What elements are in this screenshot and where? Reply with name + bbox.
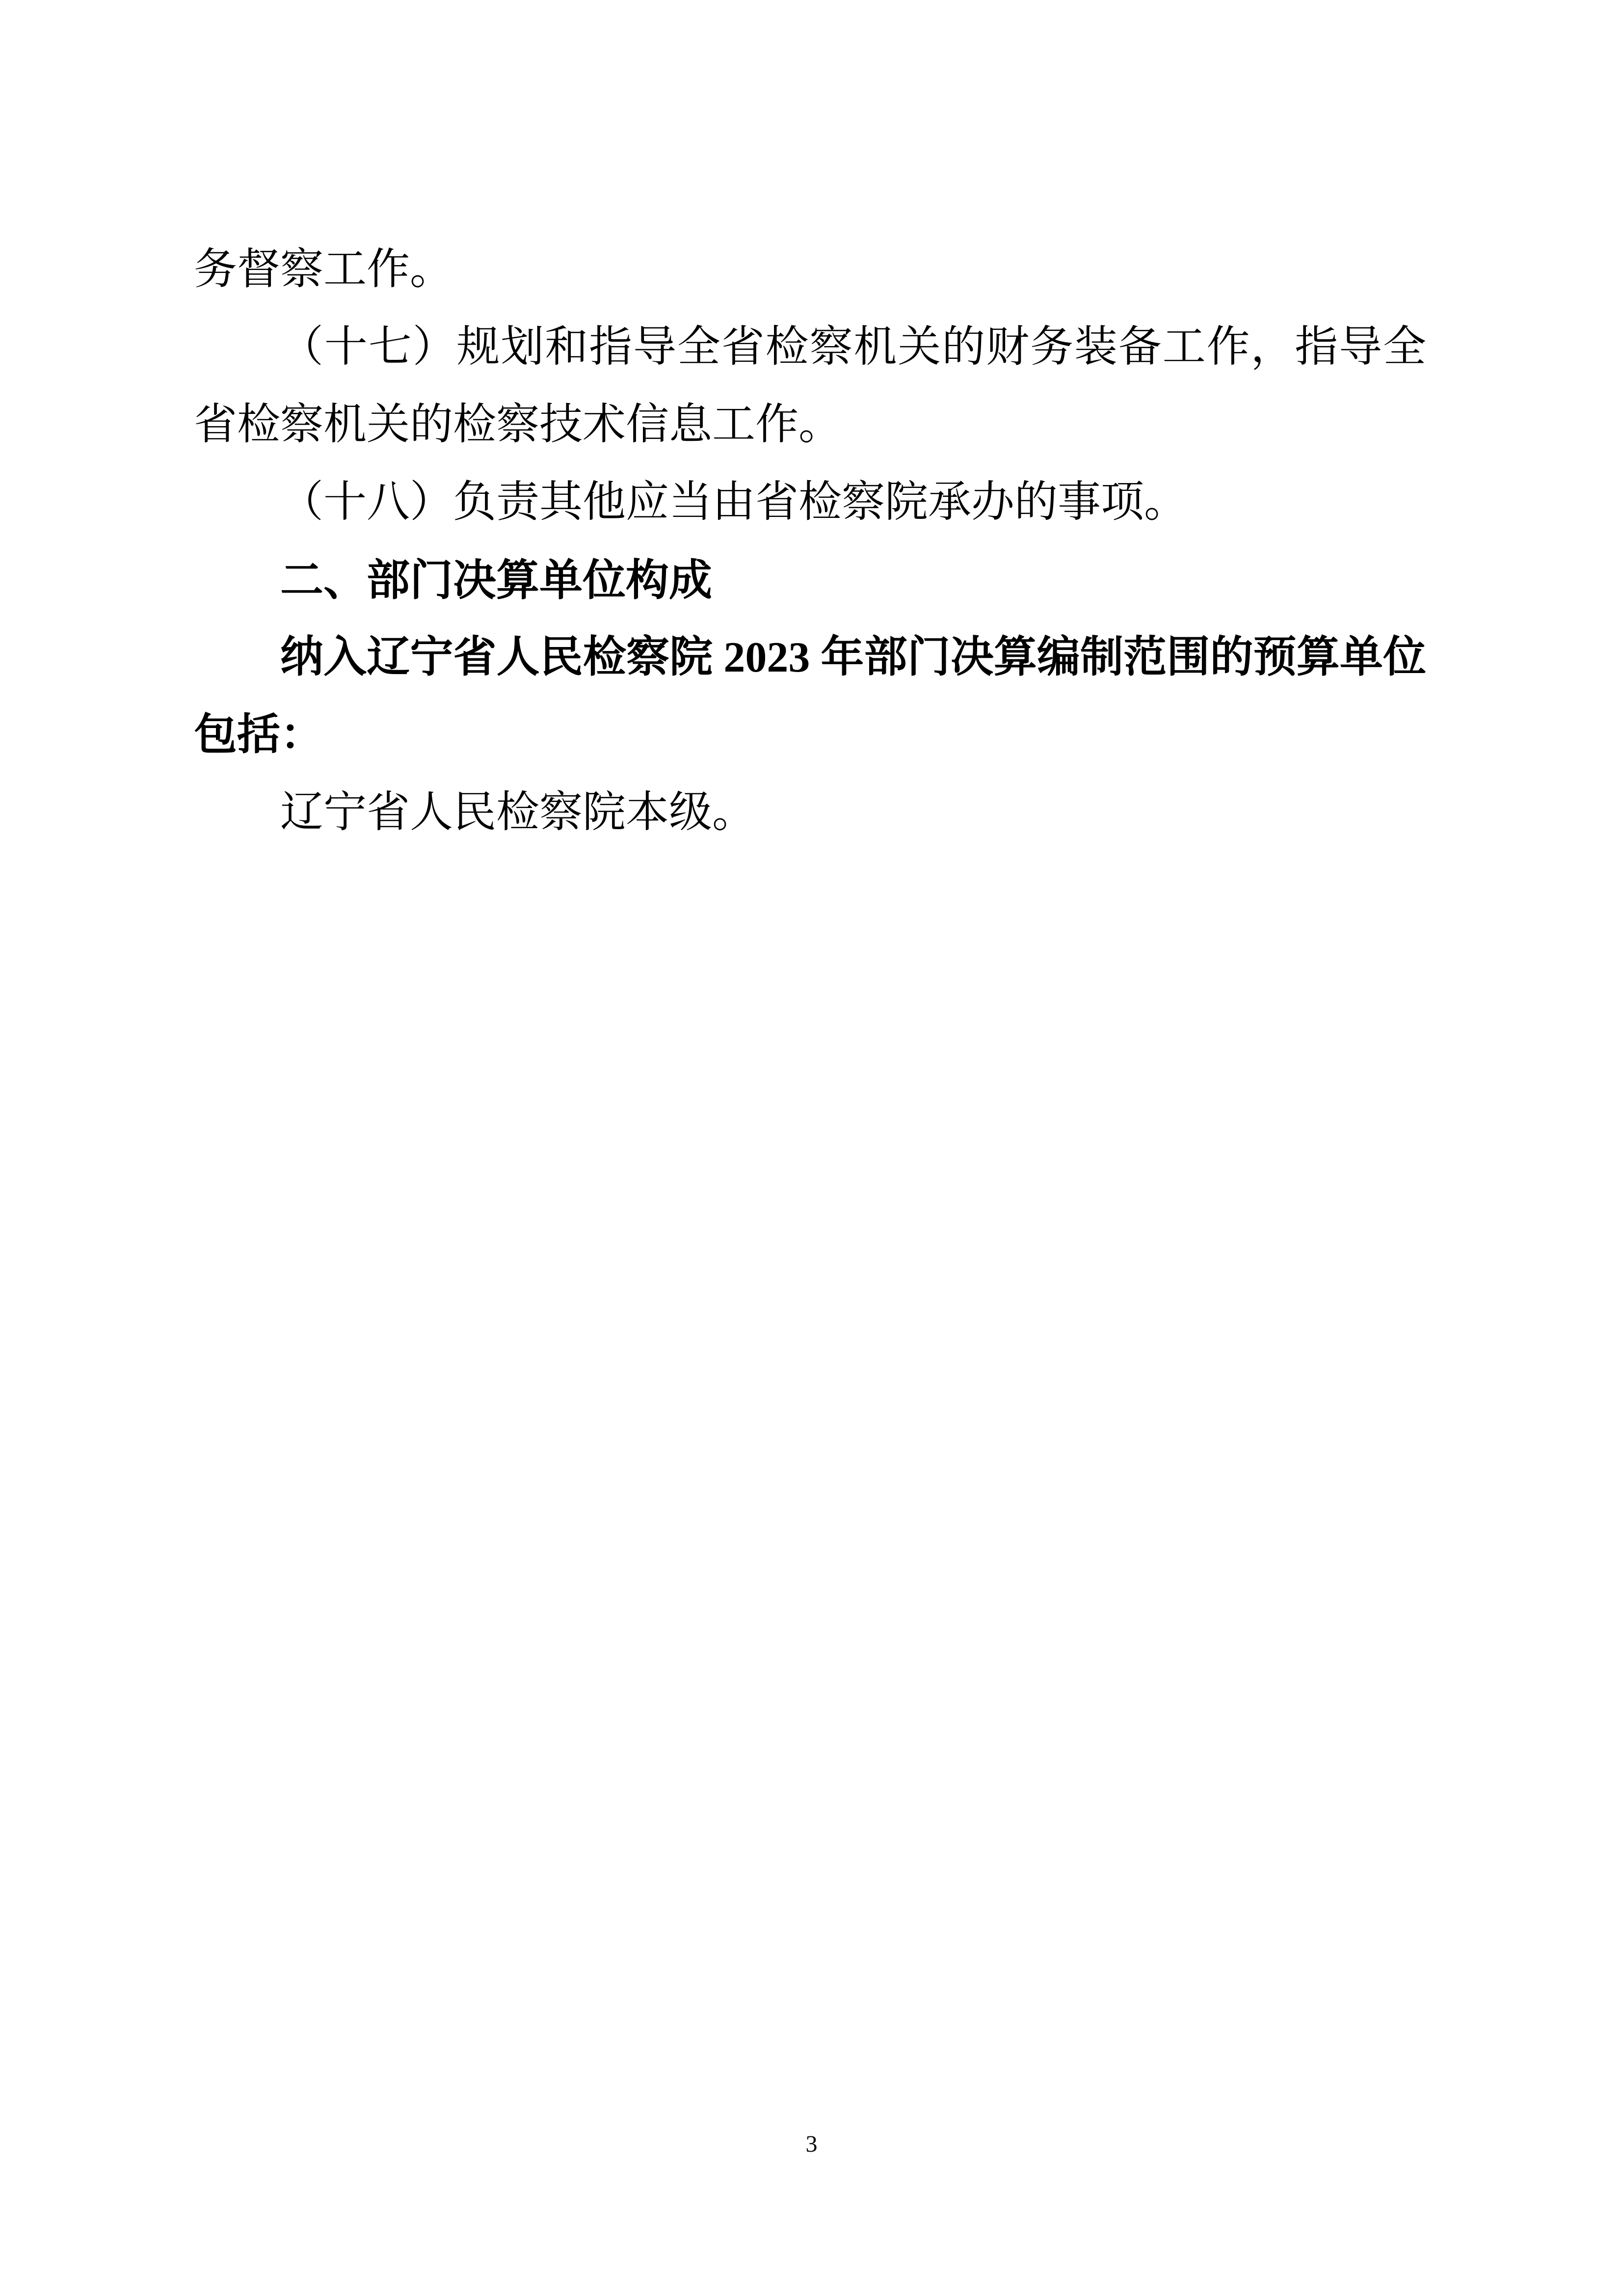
budget-unit-item-line: 辽宁省人民检察院本级。	[280, 789, 756, 837]
item-17-line-2: 省检察机关的检察技术信息工作。	[194, 401, 842, 449]
text-block	[194, 231, 1426, 852]
item-17-line-1: （十七）规划和指导全省检察机关的财务装备工作，指导全	[280, 324, 1426, 371]
section-heading: 二、部门决算单位构成	[280, 556, 713, 604]
item-18-line: （十八）负责其他应当由省检察院承办的事项。	[280, 479, 1188, 526]
page-footer	[0, 2130, 1623, 2159]
budget-units-intro-line-1: 纳入辽宁省人民检察院 2023 年部门决算编制范围的预算单位	[280, 634, 1426, 681]
page-number: 3	[805, 2131, 818, 2157]
budget-units-intro-line-2: 包括：	[194, 711, 324, 759]
paragraph-continuation-line: 务督察工作。	[194, 246, 453, 294]
